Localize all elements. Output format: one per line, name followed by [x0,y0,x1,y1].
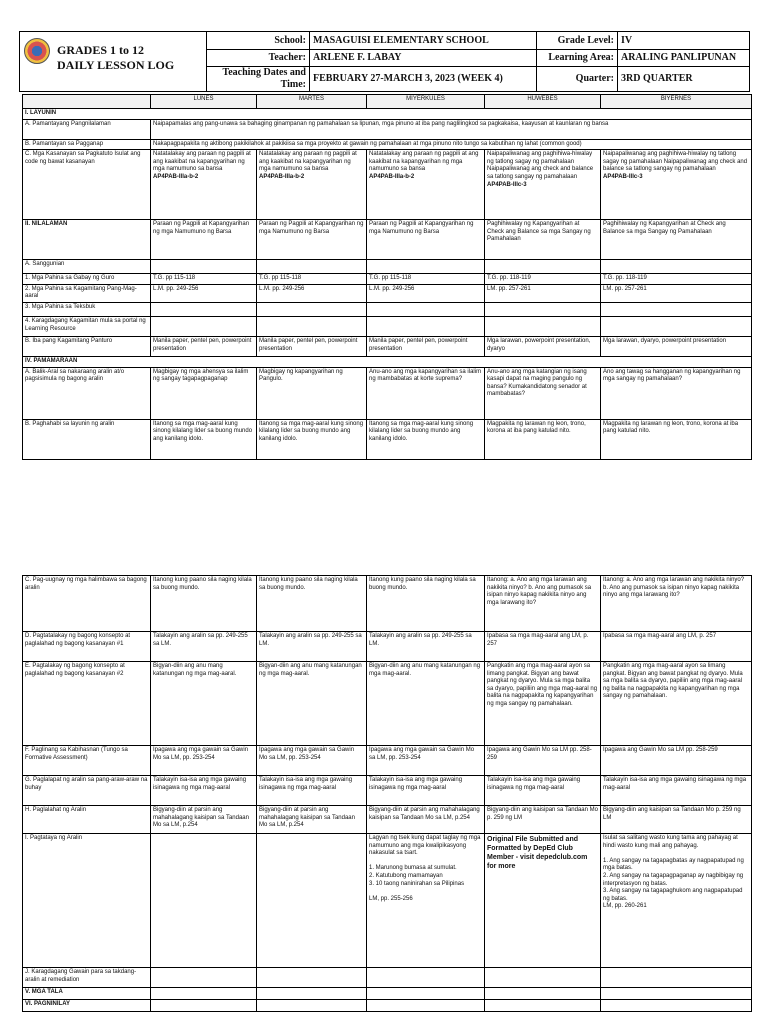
row-label: B. Iba pang Kagamitang Panturo [23,336,151,356]
competency-code: AP4PAB-IIIc-3 [603,173,643,180]
school-label: School: [207,32,310,50]
row-label: C. Mga Kasanayan sa Pagkatuto Isulat ang code ng bawat kasanayan [23,150,151,220]
row-label: VI. PAGNINILAY [23,1000,151,1012]
grade-label: Grade Level: [537,32,618,50]
assessment-item: 2. Ang sangay na tagapagpaganap ay nagbibigay ng interpretasyon ng batas. [603,872,744,887]
lesson-table-top [22,94,752,460]
row-cell: Bigyang-diin at parsin ang mahahalagang kaisipan sa Tandaan Mo sa LM, p.254 [151,806,257,834]
row-cell: Bigyang-diin ang kaisipan sa Tandaan Mo p. 259 ng LM [601,806,752,834]
row-cell: Mga larawan, dyaryo, powerpoint presentation [601,336,752,356]
row-label: V. MGA TALA [23,988,151,1000]
row-cell: T.G. pp. 118-119 [485,274,601,285]
cell-text: Natatalakay ang paraan ng pagpili at ang kaakibat na kapangyarihan ng mga namumuno sa bansa [153,151,251,173]
row-cell: Ipagawa ang mga gawain sa Gawin Mo sa LM, pp. 253-254 [257,746,367,776]
competency-code: AP4PAB-IIIc-3 [487,181,527,188]
row-cell: Pangkatin ang mga mag-aaral ayon sa limang pangkat. Bigyan ang bawat pangkat ng dyaryo. Mula sa mga balita sa dyaryo, papiliin ang mga mag-aaral ng balita na nagpapakita ng kapangyarihan ng mga sangay ng pamahalaan. [601,662,752,746]
assessment-instruction: Lagyan ng tsek kung dapat taglay ng mga namumuno ang mga kwalipikasyong nakasulat sa tsart. [369,835,481,857]
row-label: II. NILALAMAN [23,220,151,260]
row-label: J. Karagdagang Gawain para sa takdang-aralin at remediation [23,968,151,988]
corner-cell [23,95,151,109]
row-cell: Ipagawa ang mga gawain sa Gawin Mo sa LM, pp. 253-254 [367,746,485,776]
lesson-table-bottom [22,575,752,1012]
row-cell: Itanong kung paano sila naging kilala sa buong mundo. [367,576,485,632]
row-cell [367,150,485,220]
row-label: 2. Mga Pahina sa Kagamitang Pang-Mag-aaral [23,284,151,302]
quarter-value: 3RD QUARTER [618,67,750,92]
row-cell: Manila paper, pentel pen, powerpoint presentation [257,336,367,356]
row-cell: Bigyang-diin ang kaisipan sa Tandaan Mo p. 259 ng LM [485,806,601,834]
row-cell: Magpakita ng larawan ng leon, trono, korona at iba pang katulad nito. [601,419,752,459]
row-label: A. Balik-Aral sa nakaraang aralin at/o pagsisimula ng bagong aralin [23,367,151,419]
row-cell: Talakayin ang aralin sa pp. 249-255 sa LM. [367,632,485,662]
row-cell [151,150,257,220]
area-label: Learning Area: [537,50,618,67]
dates-value: FEBRUARY 27-MARCH 3, 2023 (WEEK 4) [310,67,537,92]
row-label: H. Paglalahat ng Aralin [23,806,151,834]
row-cell: LM. pp. 257-261 [485,284,601,302]
competency-code: AP4PAB-IIIa-b-2 [153,173,199,180]
row-cell: Itanong: a. Ano ang mga larawan ang nakikita ninyo? b. Ano ang pumasok sa isipan ninyo kapag nakikita ninyo ang mga larawang ito? [601,576,752,632]
teacher-value: ARLENE F. LABAY [310,50,537,67]
cell-text: Naipapaliwanag ang paghihiwa-hiwalay ng tatlong sagay ng pamahalaan Naipapaliwanag ang check and balance sa tatlong sangay ng pamahalaan [603,151,748,173]
row-cell: Magbigay ng kapangyarihan ng Pangulo. [257,367,367,419]
row-cell: Ano ang tawag sa hangganan ng kapangyarihan ng mga sangay ng pamahalaan? [601,367,752,419]
doc-title-line2: DAILY LESSON LOG [57,58,175,72]
cell-text: Natatalakay ang paraan ng pagpili at ang kaakibat na kapangyarihan ng mga namumuno sa bansa [369,151,479,173]
section-layunin: I. LAYUNIN [23,109,752,120]
row-cell: Bigyang-diin at parsin ang mahahalagang kaisipan sa Tandaan Mo sa LM, p.254 [257,806,367,834]
row-cell: Talakayin isa-isa ang mga gawaing isinagawa ng mga mag-aaral [151,776,257,806]
row-cell: Ipagawa ang Gawin Mo sa LM pp. 258-259 [485,746,601,776]
assessment-reference: LM, pp. 260-261 [603,903,647,910]
row-cell: Paraan ng Pagpili at Kapangyarihan ng mga Namumuno ng Barsa [257,220,367,260]
row-cell: Manila paper, pentel pen, powerpoint presentation [367,336,485,356]
row-cell: Ipabasa sa mga mag-aaral ang LM, p. 257 [485,632,601,662]
row-cell [485,150,601,220]
day-header: BIYERNES [601,95,752,109]
row-cell: T.G. pp. 118-119 [601,274,752,285]
assessment-item: 3. 10 taong naninirahan sa Pilipinas [369,880,465,887]
row-cell: Talakayin isa-isa ang mga gawaing isinagawa ng mga mag-aaral [367,776,485,806]
row-cell: Nakapagpapakita ng aktibong pakikilahok at pakikiisa sa mga proyekto at gawain ng pamahalaan at mga pinuno nito tungo sa kabutihan ng lahat (common good) [151,139,752,150]
assessment-item: 2. Katutubong mamamayan [369,872,443,879]
row-label: 1. Mga Pahina sa Gabay ng Guro [23,274,151,285]
assessment-item: 1. Ang sangay na tagapagbatas ay nagpapatupad ng mga batas. [603,857,744,872]
row-cell [367,834,485,968]
row-cell: Paghihiwalay ng Kapangyarihan at Check ang Balance sa mga Sangay ng Pamahalaan [601,220,752,260]
day-header: HUWEBES [485,95,601,109]
row-cell: Itanong kung paano sila naging kilala sa buong mundo. [257,576,367,632]
row-cell: Anu-ano ang mga katangian ng isang kasapi dapat na maging pangulo ng bansa? Kumakandidatong senador at mambabatas? [485,367,601,419]
row-cell: Itanong sa mga mag-aaral kung sinong kilalang lider sa buong mundo ang kanilang idolo. [257,419,367,459]
row-cell: Ipagawa ang mga gawain sa Gawin Mo sa LM, pp. 253-254 [151,746,257,776]
row-label: C. Pag-uugnay ng mga halimbawa sa bagong aralin [23,576,151,632]
row-cell: Paraan ng Pagpili at Kapangyarihan ng mga Namumuno ng Barsa [151,220,257,260]
row-label: G. Paglalapat ng aralin sa pang-araw-araw na buhay [23,776,151,806]
header-table [19,31,750,92]
row-cell: T.G. pp 115-118 [257,274,367,285]
row-cell [485,834,601,968]
row-cell: Naipapamalas ang pang-unawa sa bahaging ginampanan ng pamahalaan sa lipunan, mga pinuno at iba pang naglilingkod sa pagkakaisa, kaayusan at kaunlaran ng bansa [151,119,752,139]
row-cell: L.M. pp. 249-256 [151,284,257,302]
row-cell: Ipagawa ang Gawin Mo sa LM pp. 258-259 [601,746,752,776]
row-cell: Bigyan-diin ang anu mang katanungan ng mga mag-aaral. [367,662,485,746]
row-cell: Bigyan-diin ang anu mang katanungan ng mga mag-aaral. [257,662,367,746]
doc-title-line1: GRADES 1 to 12 [57,43,145,57]
row-cell [257,834,367,968]
row-cell: Itanong kung paano sila naging kilala sa buong mundo. [151,576,257,632]
row-label: E. Pagtalakay ng bagong konsepto at paglalahad ng bagong kasanayan #2 [23,662,151,746]
row-cell: Anu-ano ang mga kapangyarihan sa ilalim ng mambabatas at korte suprema? [367,367,485,419]
assessment-instruction: Isulat sa salitang wasto kung tama ang pahayag at hindi wasto kung mali ang pahayag. [603,835,738,849]
row-cell: Itanong: a. Ano ang mga larawan ang nakikita ninyo? b. Ano ang pumasok sa isipan ninyo kapag nakikita ninyo ang mga larawang ito? [485,576,601,632]
day-header: LUNES [151,95,257,109]
row-label: 4. Karagdagang Kagamitan mula sa portal ng Learning Resource [23,316,151,336]
row-label: 3. Mga Pahina sa Teksbuk [23,302,151,316]
quarter-label: Quarter: [537,67,618,92]
assessment-reference: LM, pp. 255-256 [369,895,413,902]
row-cell: Pangkatin ang mga mag-aaral ayon sa limang pangkat. Bigyan ang bawat pangkat ng dyaryo. Mula sa mga balita sa dyaryo, papiliin ang mga mag-aaral ng balita na nagpapakita ng kapangyarihan ng mga sangay ng pamahalaan. [485,662,601,746]
row-cell: Talakayin isa-isa ang mga gawaing isinagawa ng mga mag-aaral [485,776,601,806]
dates-label: Teaching Dates and Time: [207,67,310,92]
row-label: B. Paghahabi sa layunin ng aralin [23,419,151,459]
teacher-label: Teacher: [207,50,310,67]
depedclub-note: Original File Submitted and Formatted by DepEd Club Member - visit depedclub.com for more [487,836,588,870]
competency-code: AP4PAB-IIIa-b-2 [259,173,305,180]
row-cell [151,834,257,968]
row-cell: Magpakita ng larawan ng leon, trono, korona at iba pang katulad nito. [485,419,601,459]
row-cell: T.G. pp 115-118 [151,274,257,285]
row-cell: Bigyang-diin at parsin ang mahahalagang kaisipan sa Tandaan Mo sa LM, p.254 [367,806,485,834]
day-header: MARTES [257,95,367,109]
row-cell: Itanong sa mga mag-aaral kung sinong kilalang lider sa buong mundo ang kanilang idolo. [367,419,485,459]
row-cell: T.G. pp 115-118 [367,274,485,285]
cell-text: Natatalakay ang paraan ng pagpili at ang kaakibat na kapangyarihan ng mga namumuno sa bansa [259,151,357,173]
grade-value: IV [618,32,750,50]
row-cell: Itanong sa mga mag-aaral kung sinong kilalang lider sa buong mundo ang kanilang idolo. [151,419,257,459]
day-header: MIYERKULES [367,95,485,109]
area-value: ARALING PANLIPUNAN [618,50,750,67]
logo-cell [20,32,207,92]
assessment-item: 1. Marunong bumasa at sumulat. [369,865,457,872]
assessment-item: 3. Ang sangay na tagapaghukom ang nagpapatupad ng batas. [603,888,743,902]
row-label: F. Paglinang sa Kabihasnan (Tungo sa Formative Assessment) [23,746,151,776]
deped-seal-icon [24,38,50,64]
row-cell: Manila paper, pentel pen, powerpoint presentation [151,336,257,356]
row-cell: Talakayin isa-isa ang mga gawaing isinagawa ng mga mag-aaral [601,776,752,806]
row-cell: Talakayin ang aralin sa pp. 249-255 sa LM. [257,632,367,662]
row-cell: Bigyan-diin ang anu mang katanungan ng mga mag-aaral. [151,662,257,746]
row-cell: Paraan ng Pagpili at Kapangyarihan ng mga Namumuno ng Barsa [367,220,485,260]
row-cell: Talakayin isa-isa ang mga gawaing isinagawa ng mga mag-aaral [257,776,367,806]
row-label: A. Sanggunian [23,260,151,274]
row-label: A. Pamantayang Pangnilalaman [23,119,151,139]
row-cell: Paghihiwalay ng Kapangyarihan at Check ang Balance sa mga Sangay ng Pamahalaan [485,220,601,260]
row-cell: L.M. pp. 249-256 [257,284,367,302]
row-cell: Magbigay ng mga ahensya sa ilalim ng sangay tagapagpaganap [151,367,257,419]
row-cell: Ipabasa sa mga mag-aaral ang LM, p. 257 [601,632,752,662]
row-cell [601,834,752,968]
row-cell [601,150,752,220]
competency-code: AP4PAB-IIIa-b-2 [369,173,415,180]
row-cell: LM. pp. 257-261 [601,284,752,302]
row-cell: Talakayin ang aralin sa pp. 249-255 sa LM. [151,632,257,662]
row-cell: L.M. pp. 249-256 [367,284,485,302]
row-label: I. Pagtataya ng Aralin [23,834,151,968]
row-label: B. Pamantayan sa Pagganap [23,139,151,150]
school-value: MASAGUISI ELEMENTARY SCHOOL [310,32,537,50]
section-pamamaraan: IV. PAMAMARAAN [23,356,752,367]
row-cell: Mga larawan, powerpoint presentation, dyaryo [485,336,601,356]
row-label: D. Pagtatalakay ng bagong konsepto at paglalahad ng bagong kasanayan #1 [23,632,151,662]
cell-text: Naipapaliwanag ang paghihiwa-hiwalay ng tatlong sagay ng pamahalaan Naipapaliwanag ang check and balance sa tatlong sangay ng pamahalaan [487,151,594,180]
row-cell [257,150,367,220]
